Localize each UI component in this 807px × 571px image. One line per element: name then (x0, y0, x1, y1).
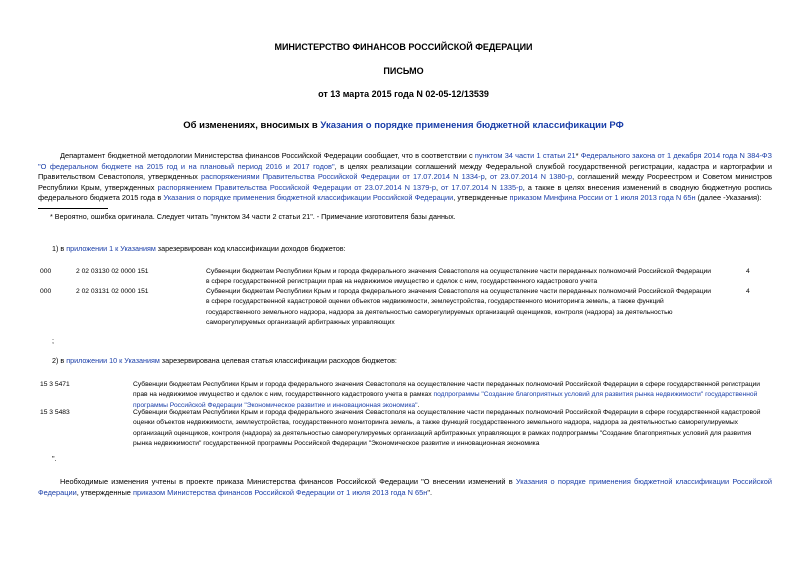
intro-link[interactable]: распоряжением Правительства Российской Федерации от 23.07.2014 N 1379-р (157, 182, 436, 192)
intro-text: , утвержденные (453, 193, 510, 203)
intro-text: , а также в целях внесения изменений в сводную бюджетную роспись федерального бюджета 2015 года в (38, 182, 772, 203)
item1-row1-admin: 000 (40, 268, 52, 275)
item2-close: ". (52, 454, 57, 463)
item1-row2-num: 4 (746, 288, 750, 295)
item1-row1-text: Субвенции бюджетам Республики Крым и города федерального значения Севастополя на осуществление части переданных полномочий Российской Федерации в сфере государственной регистрации прав на недвижимое имущество и сделок с ним, государственного кадастрового учета (206, 268, 712, 286)
closing-link[interactable]: приказом Министерства финансов Российской Федерации от 1 июля 2013 года N 65н (132, 487, 428, 497)
intro-text: , соглашений между Росреестром и Советом министров Республики Крым, утвержденных (38, 172, 773, 192)
intro-text: , в целях реализации соглашений между Федеральной службой государственной регистрации, кадастра и картографии и Правительством Севастополя, утвержденных (38, 161, 772, 182)
intro-link[interactable]: пунктом 34 части 1 статьи 21 (474, 151, 576, 160)
intro-link[interactable]: Указания о порядке применения бюджетной классификации Российской Федерации (163, 193, 454, 203)
intro-link[interactable]: приказом Минфина России от 1 июля 2013 года N 65н (509, 193, 696, 203)
item1-row1-num: 4 (746, 268, 750, 275)
item1-prefix: 1) в (52, 244, 67, 253)
intro-text: (далее -Указания): (695, 193, 762, 203)
item1-row2-text: Субвенции бюджетам Республики Крым и города федерального значения Севастополя на осуществление части переданных полномочий Российской Федерации в сфере государственной кадастровой оценки объектов недвижимости, землеустройства, государственного мониторинга земель, а также функций государственного земельного надзора, надзора за деятельностью саморегулируемых организаций оценщиков, контроля (надзора) за деятельностью саморегулируемых организаций арбитражных управляющих (206, 288, 712, 326)
closing-text: Необходимые изменения учтены в проекте приказа Министерства финансов Российской Федерации "О внесении изменений в (60, 477, 516, 486)
footnote: * Вероятно, ошибка оригинала. Следует читать "пунктом 34 части 2 статьи 21". - Примечание изготовителя базы данных. (50, 212, 456, 221)
item2-suffix: зарезервирована целевая статья классификации расходов бюджетов: (159, 356, 397, 365)
intro-text: , (435, 182, 441, 192)
item2-link[interactable]: приложении 10 к Указаниям (66, 356, 160, 365)
intro-link[interactable]: от 23.07.2014 N 1380-р (489, 172, 573, 182)
intro-text: , (484, 172, 490, 182)
doc-date-number: от 13 марта 2015 года N 02-05-12/13539 (318, 89, 489, 99)
item2-row1-code: 15 3 5471 (40, 381, 70, 388)
item1-link[interactable]: приложении 1 к Указаниям (66, 244, 156, 253)
doc-subject (0, 120, 807, 131)
closing-text: ". (427, 487, 433, 497)
closing-text: , утвержденные (76, 487, 133, 497)
intro-text: * (575, 151, 581, 160)
item2-row1-text-part: . (417, 401, 420, 409)
subject-link[interactable]: Указания о порядке применения бюджетной классификации РФ (320, 120, 624, 131)
intro-link[interactable]: Федерального закона от 1 декабря 2014 года N 384-ФЗ "О федеральном бюджете на 2015 год и на плановый период 2016 и 2017 годов" (38, 151, 772, 171)
ministry-title: МИНИСТЕРСТВО ФИНАНСОВ РОССИЙСКОЙ ФЕДЕРАЦИИ (274, 42, 533, 52)
subject-prefix: Об изменениях, вносимых в (183, 120, 321, 131)
intro-link[interactable]: распоряжениями Правительства Российской Федерации от 17.07.2014 N 1334-р (201, 172, 485, 182)
item1-row2-admin: 000 (40, 288, 52, 295)
intro-paragraph (38, 151, 772, 204)
doc-type: ПИСЬМО (383, 66, 424, 76)
footnote-separator (38, 208, 108, 209)
item2-row2-text: Субвенции бюджетам Республики Крым и города федерального значения Севастополя на осуществление части переданных полномочий Российской Федерации в сфере государственной кадастровой оценки объектов недвижимости, землеустройства, государственного мониторинга земель, а также функций государственного земельного надзора, надзора за деятельностью саморегулируемых организаций оценщиков, контроля (надзора) за деятельностью саморегулируемых организаций арбитражных управляющих в рамках подпрограммы "Создание благоприятных условий для развития рынка недвижимости" государственной программы Российской Федерации "Экономическое развитие и инновационная экономика (133, 409, 761, 447)
item2-row2-code: 15 3 5483 (40, 409, 70, 416)
closing-paragraph (38, 477, 772, 498)
item2-row1-text-part: Субвенции бюджетам Республики Крым и города федерального значения Севастополя на осуществление части переданных полномочий Российской Федерации в сфере государственной регистрации прав на недвижимое имущество и сделок с ним, государственного кадастрового учета в рамках (133, 381, 761, 399)
item2-prefix: 2) в (52, 356, 67, 365)
intro-link[interactable]: от 17.07.2014 N 1335-р (441, 182, 523, 192)
item1-row2-code: 2 02 03131 02 0000 151 (76, 288, 149, 295)
item1-heading (52, 244, 346, 253)
item1-suffix: зарезервирован код классификации доходов бюджетов: (155, 244, 346, 253)
item1-row1-code: 2 02 03130 02 0000 151 (76, 268, 149, 275)
item2-row1-link[interactable]: подпрограммы "Создание благоприятных условий для развития рынка недвижимости" государственной программы Российской Федерации "Экономическое развитие и инновационная экономика" (133, 391, 758, 409)
intro-text: Департамент бюджетной методологии Министерства финансов Российской Федерации сообщает, что в соответствии с (60, 151, 475, 160)
item2-heading (52, 356, 397, 365)
item2-row1-text (133, 380, 761, 411)
closing-link[interactable]: Указания о порядке применения бюджетной классификации Российской Федерации (38, 477, 772, 497)
item1-close: ; (52, 336, 54, 345)
